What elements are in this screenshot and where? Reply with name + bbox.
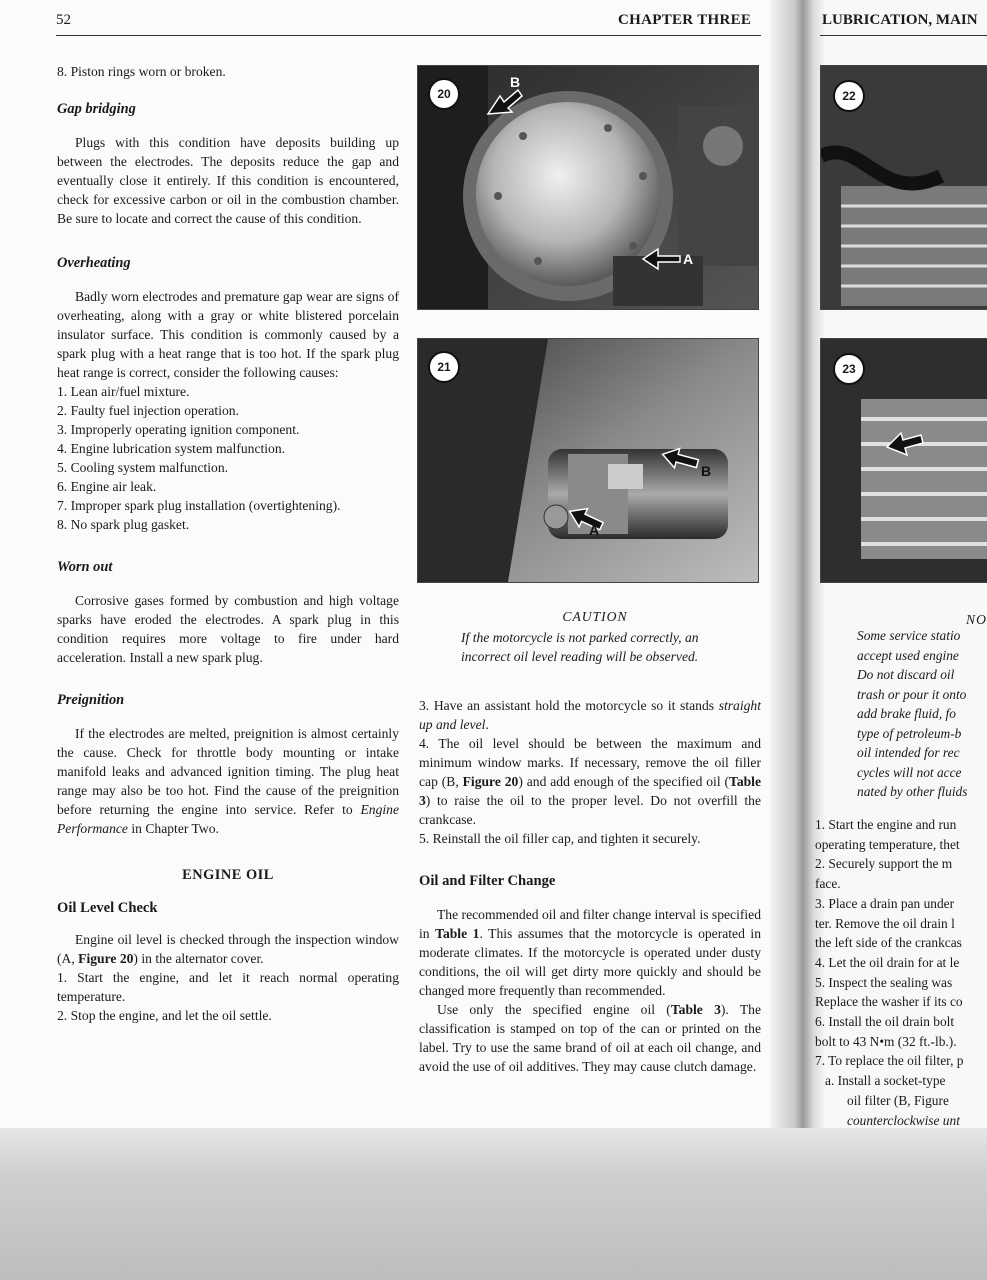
middle-column (419, 696, 761, 1076)
step-3: 3. Have an assistant hold the motorcycle so it stands straight up and level. (419, 698, 761, 732)
chapter-title: CHAPTER THREE (618, 12, 752, 28)
figure-reference: Figure 20 (78, 951, 134, 966)
scanner-shadow (0, 1128, 987, 1280)
list-item: 7. Improper spark plug installation (overtightening). (57, 498, 341, 513)
overheating-causes-list (57, 382, 399, 534)
figure-reference: Figure 20 (462, 774, 519, 789)
oil-filter-image (418, 339, 758, 582)
section-heading-oil-filter-change: Oil and Filter Change (419, 873, 556, 889)
list-item: 1. Start the engine, and let it reach normal operating temperature. (57, 970, 399, 1004)
section-heading-oil-level-check: Oil Level Check (57, 900, 158, 916)
cross-reference: Engine Performance (57, 802, 399, 836)
oil-filter-change-text: The recommended oil and filter change interval is specified in Table 1. This assumes that the motorcycle is operated in moderate climates. If the motorcycle is operated under dusty conditions, the oil will get dirty more quickly and should be changed more frequently than recommended. (419, 907, 761, 998)
figure-number-badge: 20 (428, 78, 460, 110)
engine-cover-image (418, 66, 758, 309)
callout-label: B (510, 74, 521, 90)
section-heading-gap-bridging: Gap bridging (57, 101, 136, 117)
gap-bridging-text: Plugs with this condition have deposits building up between the electrodes. The deposits reduce the gap and eventually close it entirely. If this condition is encountered, check for excessive carbon or oil in the combustion chamber. Be sure to locate and correct the cause of this condition. (57, 135, 399, 226)
cause-item: 8. Piston rings worn or broken. (57, 64, 226, 79)
figure-20-photo (417, 65, 759, 310)
list-item: 5. Cooling system malfunction. (57, 460, 229, 475)
figure-number-badge: 21 (428, 351, 460, 383)
section-heading-worn-out: Worn out (57, 559, 113, 575)
right-column-text: 1. Start the engine and run operating temperature, thet 2. Securely support the m face. 3. Place a drain pan under ter. Remove the oil drain l the left side of the crankcas 4. Let the oil drain for at le 5. Inspect the sealing was Replace the washer if its co 6. Install the oil drain bolt bolt to 43 N•m (32 ft.-lb.). 7. To replace the oil filter, p a. Install a socket-type oil filter (B, Figure counterclockwise unt (815, 817, 964, 1128)
callout-label: A (683, 251, 694, 267)
header-rule (56, 35, 761, 36)
table-reference: Table 1 (435, 926, 480, 941)
oil-level-steps (57, 968, 399, 1025)
callout-label: B (701, 463, 712, 479)
list-item: 2. Faulty fuel injection operation. (57, 403, 239, 418)
right-header-rule (820, 35, 987, 36)
oil-level-check-text: Engine oil level is checked through the inspection window (A, Figure 20) in the alternator cover. (57, 932, 399, 966)
overheating-text: Badly worn electrodes and premature gap wear are signs of overheating, along with a gray or white blistered porcelain insulator surface. This condition is commonly caused by a spark plug with a heat range that is too hot. If the spark plug heat range is correct, consider the following causes: (57, 289, 399, 380)
section-heading-overheating: Overheating (57, 255, 131, 271)
step-5: 5. Reinstall the oil filler cap, and tighten it securely. (419, 831, 701, 846)
caution-title: CAUTION (562, 609, 628, 624)
oil-specification-text: Use only the specified engine oil (Table 3). The classification is stamped on top of the can or printed on the label. Try to use the same brand of oil at each oil change, and avoid the use of oil additives. They may cause clutch damage. (419, 1002, 762, 1074)
worn-out-text: Corrosive gases formed by combustion and high voltage sparks have eroded the electrodes. A spark plug in this condition requires more voltage to fire under hard acceleration. Install a new spark plug. (57, 593, 399, 665)
left-column (57, 62, 399, 1025)
caution-box (455, 607, 735, 666)
section-heading-preignition: Preignition (57, 692, 125, 708)
list-item: 2. Stop the engine, and let the oil settle. (57, 1008, 272, 1023)
note-text: Some service statio accept used engine Do not discard oil trash or pour it onto add brake fluid, fo type of petroleum-b oil intended for rec cycles will not acce nated by other fluids (857, 628, 968, 799)
right-running-head: LUBRICATION, MAIN (822, 12, 978, 28)
list-item: 8. No spark plug gasket. (57, 517, 190, 532)
list-item: 1. Lean air/fuel mixture. (57, 384, 190, 399)
figure-number-badge: 22 (833, 80, 865, 112)
list-item: 3. Improperly operating ignition component. (57, 422, 300, 437)
section-heading-engine-oil: ENGINE OIL (182, 867, 274, 883)
step-4: 4. The oil level should be between the maximum and minimum window marks. If necessary, remove the oil filler cap (B, Figure 20) and add enough of the specified oil (Table 3) to raise the oil to the proper level. Do not overfill the crankcase. (419, 736, 761, 827)
page-number: 52 (56, 12, 71, 28)
figure-22-photo (820, 65, 987, 310)
caution-text: If the motorcycle is not parked correctly, an incorrect oil level reading will be observed. (461, 630, 699, 664)
list-item: 6. Engine air leak. (57, 479, 157, 494)
callout-label: A (589, 522, 600, 538)
table-reference: Table 3 (670, 1002, 721, 1017)
figure-number-badge: 23 (833, 353, 865, 385)
figure-21-photo (417, 338, 759, 583)
figure-23-photo (820, 338, 987, 583)
preignition-text: If the electrodes are melted, preignition is almost certainly the cause. Check for throttle body mounting or intake manifold leaks and advanced ignition timing. The plug heat range may also be too hot. Find the cause of the preignition before returning the engine into service. Refer to Engine Performance in Chapter Two. (57, 726, 399, 836)
note-title: NO (966, 612, 987, 627)
list-item: 4. Engine lubrication system malfunction. (57, 441, 286, 456)
table-reference: Table 3 (419, 774, 761, 808)
